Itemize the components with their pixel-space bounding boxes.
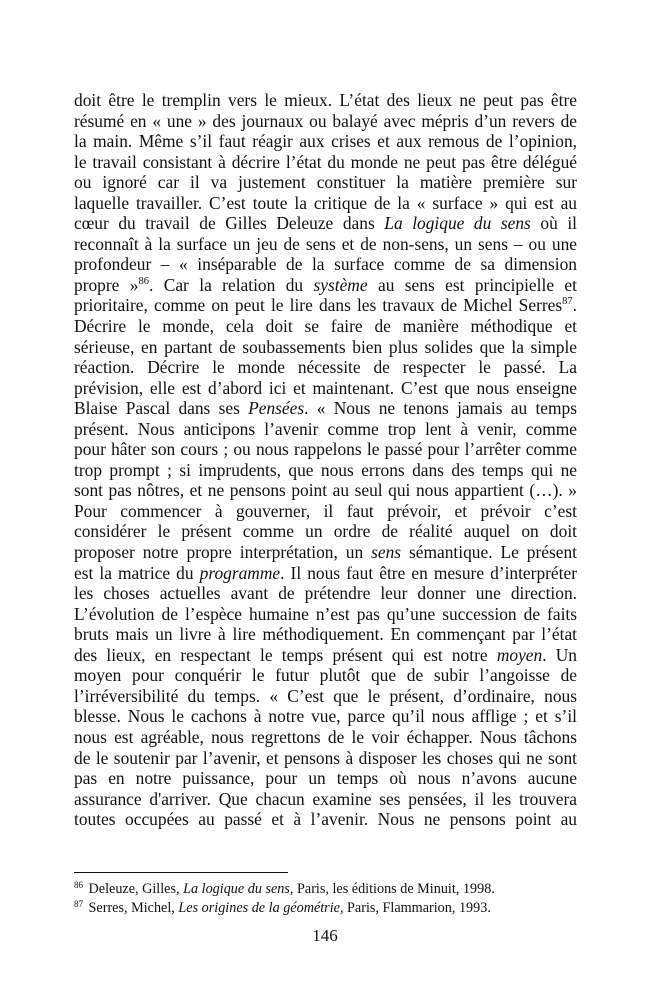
text-segment: Décrire le monde, cela doit se faire de manière méthodique et <box>74 316 577 337</box>
text-segment: où il <box>530 213 577 234</box>
italic-text: La logique du sens <box>384 213 531 234</box>
text-segment: bruts mais un livre à lire méthodiquement. En commençant par l’état <box>74 624 577 645</box>
text-segment: prioritaire, comme on peut le lire dans les travaux de Michel Serres <box>74 295 563 316</box>
text-segment: toutes occupées au passé et à l’avenir. Nous ne pensons point au <box>74 809 577 830</box>
text-line <box>74 583 577 604</box>
text-segment: ou ignoré car il va justement constituer la matière première sur <box>74 172 577 193</box>
text-line <box>74 460 577 481</box>
text-segment: sémantique. Le présent <box>401 542 577 563</box>
text-segment: Deleuze, Gilles, <box>85 881 184 897</box>
text-line <box>74 604 577 625</box>
text-line <box>74 521 577 542</box>
text-line <box>74 357 577 378</box>
italic-text: Pensées <box>248 398 305 419</box>
text-segment: le travail consistant à décrire l’état du monde ne peut pas être délégué <box>74 151 577 172</box>
body-text <box>74 90 577 830</box>
text-segment: sérieuse, en partant de soubassements bien plus solides que la simple <box>74 336 577 357</box>
text-segment: l’irréversibilité du temps. « C’est que le présent, d’ordinaire, nous <box>74 685 577 706</box>
text-segment: pas en notre puissance, pour un temps où nous n’avons aucune <box>74 768 577 789</box>
text-line <box>74 152 577 173</box>
text-line <box>74 213 577 234</box>
text-segment: . Il nous faut être en mesure d’interpréter <box>280 562 577 583</box>
text-segment: Pour commencer à gouverner, il faut prévoir, et prévoir c’est <box>74 500 577 521</box>
text-segment: réaction. Décrire le monde nécessite de respecter le passé. La <box>74 357 577 378</box>
italic-text: moyen <box>496 644 543 665</box>
text-segment: assurance d'arriver. Que chacun examine ses pensées, il les trouvera <box>74 788 577 809</box>
text-line <box>74 665 577 686</box>
text-line <box>74 193 577 214</box>
text-line <box>74 316 577 337</box>
text-segment: pour hâter son cours ; ou nous rappelons le passé pour l’arrêter comme <box>74 439 577 460</box>
text-segment: nous est agréable, nous regrettons de le voir échapper. Nous tâchons <box>74 726 577 747</box>
footnote-86 <box>74 880 577 899</box>
text-segment: profondeur – « inséparable de la surface comme de sa dimension <box>74 254 577 275</box>
text-segment: la main. Même s’il faut réagir aux crises et aux remous de l’opinion, <box>74 131 577 152</box>
text-line <box>74 768 577 789</box>
text-segment: au sens est principielle et <box>367 274 577 295</box>
text-segment: Blaise Pascal dans ses <box>74 398 249 419</box>
text-line <box>74 748 577 769</box>
text-segment: laquelle travailler. C’est toute la critique de la « surface » qui est au <box>74 192 577 213</box>
text-line <box>74 398 577 419</box>
text-segment: . Car la relation du <box>148 274 314 295</box>
text-segment: Serres, Michel, <box>85 900 179 916</box>
text-line <box>74 501 577 522</box>
text-segment: . Un <box>542 644 577 665</box>
text-segment: , Paris, Flammarion, 1993. <box>339 900 491 916</box>
text-segment: les choses actuelles avant de prétendre leur donner une direction. <box>74 583 577 604</box>
text-line <box>74 645 577 666</box>
text-line <box>74 275 577 296</box>
text-segment: trop prompt ; si imprudents, que nous errons dans des temps qui ne <box>74 459 577 480</box>
text-segment: reconnaît à la surface un jeu de sens et de non-sens, un sens – ou une <box>74 233 577 254</box>
text-line <box>74 727 577 748</box>
text-segment: , Paris, les éditions de Minuit, 1998. <box>289 881 495 897</box>
text-segment: L’évolution de l’espèce humaine n’est pas qu’une succession de faits <box>74 603 577 624</box>
text-segment: présent. Nous anticipons l’avenir comme trop lent à venir, comme <box>74 418 577 439</box>
text-line <box>74 90 577 111</box>
text-segment: cœur du travail de Gilles Deleuze dans <box>74 213 385 234</box>
text-segment: . « Nous ne tenons jamais au temps <box>304 398 577 419</box>
footnote-87 <box>74 899 577 918</box>
text-line <box>74 131 577 152</box>
footnote-number: 86 <box>74 880 83 890</box>
text-line <box>74 234 577 255</box>
text-line <box>74 480 577 501</box>
text-segment: de le soutenir par l’avenir, et pensons à disposer les choses qui ne sont <box>74 747 577 768</box>
text-segment: prévision, elle est d’abord ici et maintenant. C’est que nous enseigne <box>74 377 577 398</box>
italic-text: Les origines de la géométrie <box>178 900 340 916</box>
text-line <box>74 295 577 316</box>
text-line <box>74 172 577 193</box>
text-segment: blesse. Nous le cachons à notre vue, parce qu’il nous afflige ; et s’il <box>74 706 577 727</box>
text-line <box>74 542 577 563</box>
italic-text: programme <box>199 562 281 583</box>
text-line <box>74 686 577 707</box>
footnote-reference: 86 <box>138 275 149 287</box>
text-line <box>74 706 577 727</box>
text-segment: des lieux, en respectant le temps présent qui est notre <box>74 644 497 665</box>
text-line <box>74 419 577 440</box>
text-segment: résumé en « une » des journaux ou balayé avec mépris d’un revers de <box>74 110 577 131</box>
italic-text: sens <box>371 542 402 563</box>
italic-text: La logique du sens <box>183 881 290 897</box>
footnote-reference: 87 <box>562 296 573 308</box>
text-segment: . <box>572 295 577 316</box>
text-segment: moyen pour conquérir le futur plutôt que de subir l’angoisse de <box>74 665 577 686</box>
page-number: 146 <box>312 926 338 945</box>
text-line <box>74 337 577 358</box>
text-line <box>74 439 577 460</box>
text-line <box>74 789 577 810</box>
footnotes <box>74 880 577 918</box>
text-segment: sont pas nôtres, et ne pensons point au seul qui nous appartient (…). » <box>74 480 577 501</box>
text-line <box>74 563 577 584</box>
text-segment: doit être le tremplin vers le mieux. L’état des lieux ne peut pas être <box>74 90 577 110</box>
footnote-number: 87 <box>74 899 83 909</box>
text-line <box>74 254 577 275</box>
text-segment: considérer le présent comme un ordre de réalité auquel on doit <box>74 521 577 542</box>
text-line <box>74 809 577 830</box>
italic-text: système <box>313 274 368 295</box>
text-line <box>74 624 577 645</box>
text-line <box>74 111 577 132</box>
text-segment: proposer notre propre interprétation, un <box>74 542 372 563</box>
text-segment: propre » <box>74 274 139 295</box>
text-segment: est la matrice du <box>74 562 200 583</box>
footnote-separator <box>74 872 288 873</box>
text-line <box>74 378 577 399</box>
